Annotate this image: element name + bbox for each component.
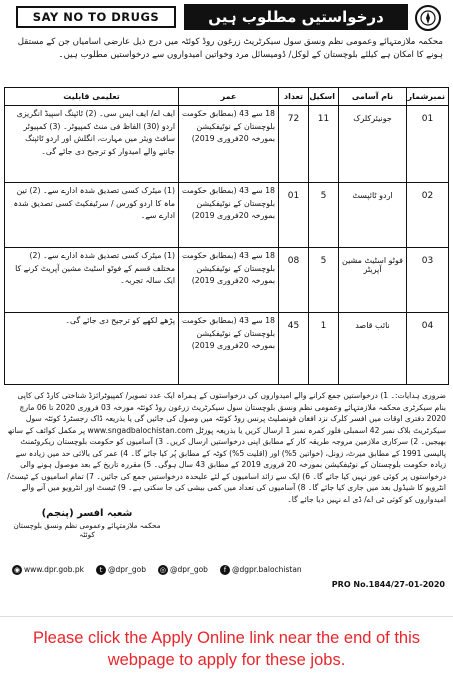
signature-title: شعبہ افسر (پنجم) bbox=[41, 508, 133, 519]
column-header: تعداد bbox=[279, 88, 309, 106]
ad-title: درخواستیں مطلوب ہیں bbox=[184, 4, 408, 30]
say-no-to-drugs-badge: SAY NO TO DRUGS bbox=[16, 6, 176, 28]
table-row bbox=[5, 313, 449, 385]
instructions: ضروری ہدایات:۔ 1) درخواستیں جمع کرانے والے امیدواروں کی درخواستوں کے ہمراہ ایک عدد تصویر/ کمپیوٹرائزڈ شناختی کارڈ کی کاپی بنام سیکرٹری محکمہ ملازمتہائے وعمومی نظم ونسق بلوچستان سول سیکرٹریٹ زرغون روڈ کوئٹہ مورخہ 03 فروری 2020 تا 06 مارچ 2020 دفتری اوقات میں افسر کلرک نزد افغان قونصلیٹ پرنس روڈ کوئٹہ میں وصول کی جائیں گی یا بذریعہ ڈاک رجسٹرڈ کوئٹہ سول سیکرٹریٹ بلاک نمبر 42 اسمبلی فلور کمرہ نمبر 1 ارسال کریں یا بذریعہ پورٹل www.sngadbalochistan.com پر مکمل کوائف کے ساتھ بھیجیں۔ 2) سرکاری ملازمین مروجہ طریقہ کار کے مطابق اپنی درخواستیں ارسال کریں۔ 3) آسامیوں کو حکومت بلوچستان ریکروٹمنٹ پالیسی 1991 کے مطابق میرٹ، زونل، (خواتین 5%) اور (اقلیت 5%) کوٹہ کے مطابق پُر کیا جائے گا۔ 4) عمر کی بالائی حد میں زیادہ سے زیادہ حکومت بلوچستان کے نوٹیفکیشن بمورخہ 20 فروری 2019 کے مطابق 43 سال ہوگی۔ 5) مقررہ تاریخ کے بعد موصول ہونے والی درخواستوں پر کوئی غور نہیں کیا جائے گا۔ 6) ایک سے زائد اسامیوں کے لئے علیحدہ درخواستیں جمع کی جائیں۔ 7) تمام اسامیوں کے ٹیسٹ/ انٹرویو کا شیڈول بعد میں جاری کیا جائے گا۔ 8) آسامیوں کی تعداد میں کمی بیشی کی جا سکتی ہے۔ 9) ٹیسٹ اور انٹرویو میں آنے والے امیدواروں کو کوئی ٹی اے/ ڈی اے نہیں دیا جائے گا۔ bbox=[7, 391, 446, 504]
post-count: 08 bbox=[279, 248, 309, 313]
qualification: (1) میٹرک کسی تصدیق شدہ ادارے سے۔ (2) مختلف قسم کے فوٹو اسٹیٹ مشین آپریٹ کرنے کا ایک سالہ تجربہ۔ bbox=[5, 248, 179, 313]
twitter-text: @dpr_gob bbox=[108, 565, 146, 574]
ad-intro: محکمہ ملازمتہائے وعمومی نظم ونسق سول سیکرٹریٹ زرغون روڈ کوئٹہ میں درج ذیل عارضی اسامیاں جن کے مستقل ہونے کا امکان ہے کیلئے بلوچستان کے لوکل/ ڈومیسائل مرد وخواتین امیدواروں سے درخواستیں مطلوب ہیں۔ bbox=[17, 37, 443, 60]
signature-department: محکمہ ملازمتہائے وعمومی نظم ونسق بلوچستان کوئٹہ bbox=[13, 521, 161, 539]
website-link[interactable] bbox=[12, 565, 84, 575]
table-row bbox=[5, 183, 449, 248]
twitter-icon: t bbox=[96, 565, 106, 575]
pay-scale: 5 bbox=[309, 183, 339, 248]
jobs-table bbox=[4, 87, 449, 385]
table-row bbox=[5, 106, 449, 183]
globe-icon: ◉ bbox=[13, 566, 21, 574]
pro-number: PRO No.1844/27-01-2020 bbox=[331, 580, 445, 589]
post-count: 01 bbox=[279, 183, 309, 248]
post-count: 45 bbox=[279, 313, 309, 385]
column-header: نام آسامی bbox=[339, 88, 407, 106]
ad-header bbox=[4, 3, 449, 33]
post-name: فوٹو اسٹیٹ مشین آپریٹر bbox=[339, 248, 407, 313]
instagram-icon: ◎ bbox=[159, 566, 167, 574]
post-name: اردو ٹائپسٹ bbox=[339, 183, 407, 248]
qualification: ایف اے/ ایف ایس سی۔ (2) ٹائپنگ اسپیڈ انگریزی اردو (30) الفاظ فی منٹ کمپیوٹر۔ (3) کمپیوٹر سافٹ ویئر میں مہارت، انگلش اور اردو ٹائپنگ جاننے والے امیدوار کو ترجیح دی جائے گی۔ bbox=[5, 106, 179, 183]
post-count: 72 bbox=[279, 106, 309, 183]
website-text: www.dpr.gob.pk bbox=[24, 565, 84, 574]
column-header: نمبرشمار bbox=[407, 88, 449, 106]
serial-number: 02 bbox=[407, 183, 449, 248]
pay-scale: 5 bbox=[309, 248, 339, 313]
facebook-text: @dgpr.balochistan bbox=[231, 565, 302, 574]
ad-footer bbox=[4, 563, 449, 597]
column-header: تعلیمی قابلیت bbox=[5, 88, 179, 106]
qualification: پڑھے لکھے کو ترجیح دی جائے گی۔ bbox=[5, 313, 179, 385]
facebook-icon: f bbox=[220, 565, 230, 575]
serial-number: 03 bbox=[407, 248, 449, 313]
age-limit: 18 سے 43 (بمطابق حکومت بلوچستان کے نوٹیفکیشن بمورخہ 20فروری 2019) bbox=[179, 313, 279, 385]
instagram-text: @dpr_gob bbox=[169, 565, 208, 574]
pay-scale: 11 bbox=[309, 106, 339, 183]
signature-block bbox=[12, 508, 162, 539]
twitter-link[interactable] bbox=[96, 565, 146, 575]
column-header: عمر bbox=[179, 88, 279, 106]
facebook-link[interactable] bbox=[220, 565, 302, 575]
post-name: جونیئرکلرک bbox=[339, 106, 407, 183]
age-limit: 18 سے 43 (بمطابق حکومت بلوچستان کے نوٹیفکیشن بمورخہ 20فروری 2019) bbox=[179, 183, 279, 248]
table-header-row bbox=[5, 88, 449, 106]
serial-number: 04 bbox=[407, 313, 449, 385]
age-limit: 18 سے 43 (بمطابق حکومت بلوچستان کے نوٹیفکیشن بمورخہ 20فروری 2019) bbox=[179, 248, 279, 313]
pay-scale: 1 bbox=[309, 313, 339, 385]
post-name: نائب قاصد bbox=[339, 313, 407, 385]
table-row bbox=[5, 248, 449, 313]
apply-online-notice: Please click the Apply Online link near the end of this webpage to apply for these jobs. bbox=[0, 616, 453, 683]
column-header: اسکیل bbox=[309, 88, 339, 106]
age-limit: 18 سے 43 (بمطابق حکومت بلوچستان کے نوٹیفکیشن بمورخہ 20فروری 2019) bbox=[179, 106, 279, 183]
serial-number: 01 bbox=[407, 106, 449, 183]
qualification: (1) میٹرک کسی تصدیق شدہ ادارے سے۔ (2) تین ماہ کا اردو کورس / سرٹیفکیٹ کسی تصدیق شدہ ادارے سے۔ bbox=[5, 183, 179, 248]
social-links bbox=[12, 563, 302, 577]
balochistan-seal-icon bbox=[413, 4, 443, 32]
instagram-link[interactable] bbox=[158, 565, 208, 575]
